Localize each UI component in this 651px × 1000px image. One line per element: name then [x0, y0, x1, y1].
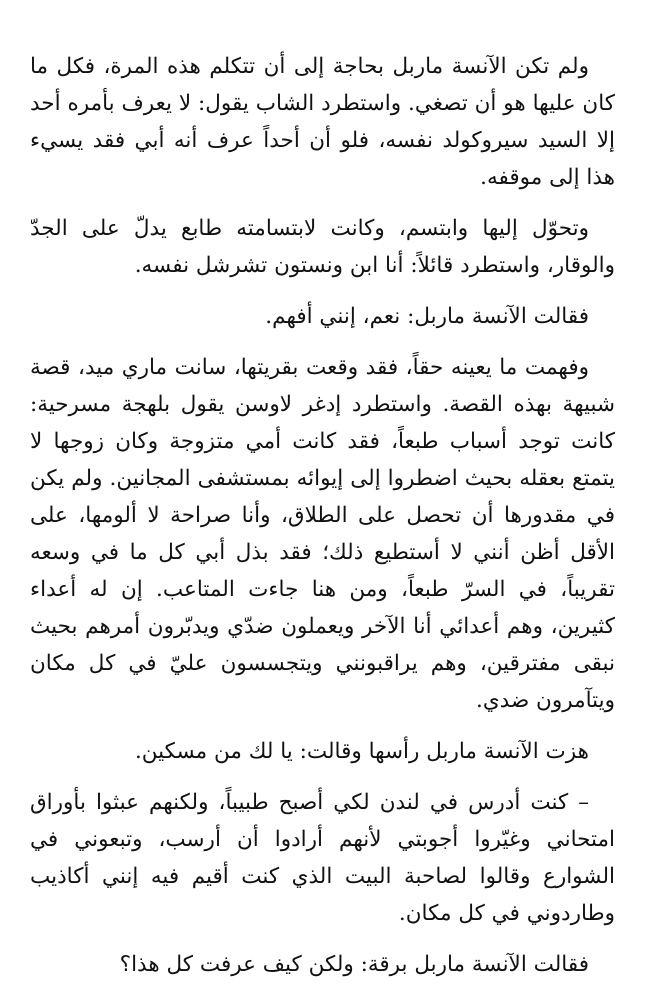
paragraph-5: هزت الآنسة ماربل رأسها وقالت: يا لك من مسكين.	[134, 739, 589, 764]
paragraph-4: وفهمت ما يعينه حقاً، فقد وقعت بقريتها، سانت ماري ميد، قصة شبيهة بهذه القصة. واستطرد إدغر لاوسن يقول بلهجة مسرحية: كانت توجد أسباب طبعاً، فقد كانت أمي متزوجة وكان زوجها لا يتمتع بعقله بحيث اضطروا إلى إيوائه بمستشفى المجانين. ولم يكن في مقدورها أن تحصل على الطلاق، وأنا صراحة لا ألومها، على الأقل أظن أنني لا أستطيع ذلك؛ فقد بذل أبي كل ما في وسعه تقريباً، في السرّ طبعاً، ومن هنا جاءت المتاعب. إن له أعداء كثيرين، وهم أعدائي أنا الآخر ويعملون ضدّي ويدبّرون أمرهم بحيث نبقى مفترقين، وهم يراقبونني ويتجسسون عليّ في كل مكان ويتآمرون ضدي.	[30, 355, 615, 713]
paragraph-7: فقالت الآنسة ماربل برقة: ولكن كيف عرفت كل هذا؟	[119, 952, 589, 977]
paragraph-1: ولم تكن الآنسة ماربل بحاجة إلى أن تتكلم هذه المرة، فكل ما كان عليها هو أن تصغي. واستطرد الشاب يقول: لا يعرف بأمره أحد إلا السيد سيروكولد نفسه، فلو أن أحداً عرف أنه أبي فقد يسيء هذا إلى موقفه.	[30, 54, 615, 190]
paragraph-6: – كنت أدرس في لندن لكي أصبح طبيباً، ولكنهم عبثوا بأوراق امتحاني وغيّروا أجوبتي لأنهم أرادوا أن أرسب، وتبعوني في الشوارع وقالوا لصاحبة البيت الذي كنت أقيم فيه إنني أكاذيب وطاردوني في كل مكان.	[30, 790, 615, 926]
paragraph-2: وتحوّل إليها وابتسم، وكانت لابتسامته طابع يدلّ على الجدّ والوقار، واستطرد قائلاً: أنا ابن ونستون تشرشل نفسه.	[30, 216, 615, 278]
paragraph-3: فقالت الآنسة ماربل: نعم، إنني أفهم.	[265, 304, 589, 329]
book-page	[30, 48, 615, 997]
